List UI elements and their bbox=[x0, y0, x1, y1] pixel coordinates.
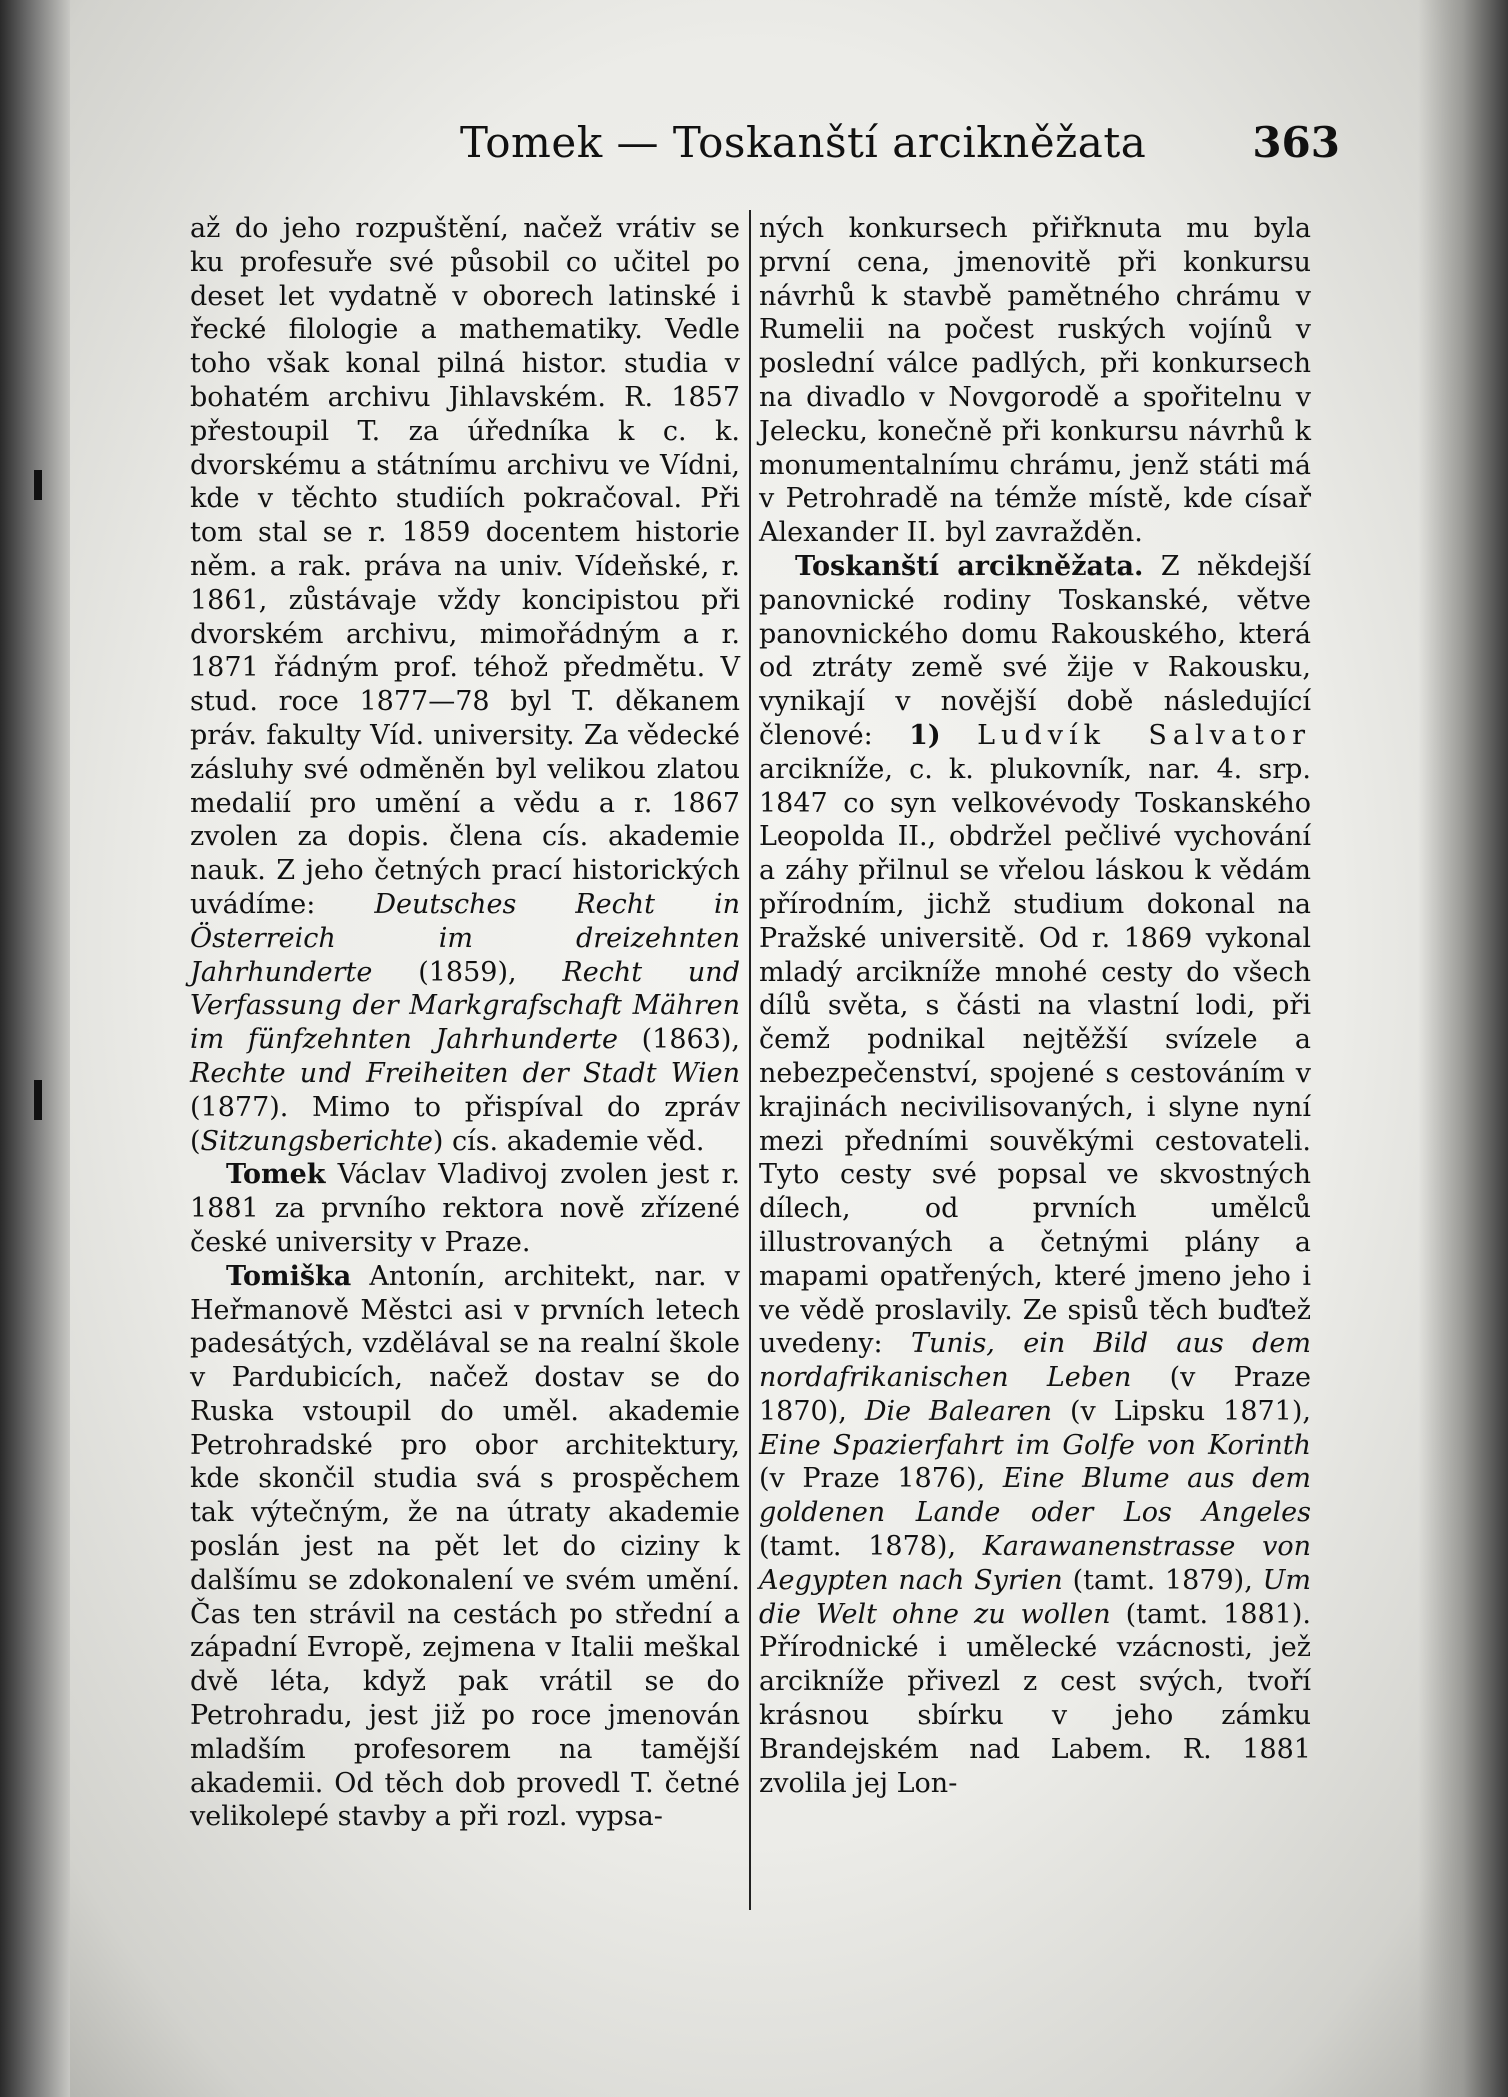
text-run: (tamt. 1878), bbox=[759, 1531, 957, 1563]
text-run: ) cís. akademie věd. bbox=[432, 1125, 705, 1157]
work-title: Tunis, ein Bild aus dem nordafrikanischen Leben bbox=[759, 1328, 1311, 1394]
person-name: Ludvík Salvator bbox=[977, 719, 1311, 751]
margin-mark bbox=[34, 470, 42, 500]
text-run: (tamt. 1881). Přírodnické i umělecké vzácnosti, jež arcikníže přivezl z cest svých, tvoří krásnou sbírku v jeho zámku Brandejském nad Labem. R. 1881 zvolila jej Lon- bbox=[759, 1598, 1311, 1799]
page-edge-shadow-right bbox=[1418, 0, 1508, 2097]
text-run: Antonín, architekt, nar. v Heřmanově Městci asi v prvních letech padesátých, vzdělával se na realní škole v Pardubicích, načež dostav se do Ruska vstoupil do uměl. akademie Petrohradské pro obor architektury, kde skončil studia svá s prospěchem tak výtečným, že na útraty akademie poslán jest na pět let do ciziny k dalšímu se zdokonalení ve svém umění. Čas ten strávil na cestách po střední a západní Evropě, zejmena v Italii meškal dvě léta, když pak vrátil se do Petrohradu, jest již po roce jmenován mladším profesorem na tamější akademii. Od těch dob provedl T. četné velikolepé stavby a při rozl. vypsa- bbox=[190, 1260, 740, 1833]
running-title: Tomek — Toskanští arcikněžata bbox=[460, 118, 1147, 167]
column-divider bbox=[749, 210, 751, 1910]
text-run: (1863), bbox=[641, 1024, 740, 1056]
work-title: Rechte und Freiheiten der Stadt Wien bbox=[190, 1057, 740, 1089]
work-title: Die Balearen bbox=[864, 1395, 1052, 1427]
work-title: Um die Welt ohne zu wollen bbox=[759, 1564, 1311, 1630]
text-run: (v Praze 1870), bbox=[759, 1362, 1311, 1427]
text-run: Z někdejší panovnické rodiny Toskanské, větve panovnického domu Rakouského, která od ztráty země své žije v Rakousku, vynikají v novější době následující členové: bbox=[759, 550, 1311, 751]
margin-mark bbox=[34, 1080, 42, 1120]
entry-tomiska bbox=[190, 1260, 740, 1835]
text-run: ných konkursech přiřknuta mu byla první cena, jmenovitě při konkursu návrhů k stavbě pamětného chrámu v Rumelii na počest ruských vojínů v poslední válce padlých, při konkursech na divadlo v Novgorodě a spořitelnu v Jelecku, konečně při konkursu návrhů k monumentalnímu chrámu, jenž státi má v Petrohradě na témže místě, kde císař Alexander II. byl zavražděn. bbox=[759, 213, 1311, 549]
work-title: Eine Blume aus dem goldenen Lande oder Los Angeles bbox=[759, 1463, 1311, 1529]
headword: Tomek bbox=[226, 1159, 326, 1191]
work-title: Karawanenstrasse von Aegypten nach Syrien bbox=[759, 1531, 1311, 1596]
text-run: Václav Vladivoj zvolen jest r. 1881 za prvního rektora nově zřízené české university v Praze. bbox=[190, 1159, 740, 1258]
page-edge-shadow-left bbox=[0, 0, 70, 2097]
work-title: Recht und Verfassung der Markgrafschaft Mähren im fünfzehnten Jahrhunderte bbox=[190, 956, 740, 1056]
list-number: 1) bbox=[909, 719, 941, 751]
work-title: Eine Spazierfahrt im Golfe von Korinth bbox=[759, 1429, 1311, 1461]
text-run: (v Praze 1876), bbox=[759, 1463, 986, 1495]
text-run: (1859), bbox=[418, 956, 517, 988]
page-number: 363 bbox=[1252, 118, 1340, 167]
entry-toskansti-arcineznata bbox=[759, 550, 1311, 1800]
headword: Toskanští arcikněžata. bbox=[795, 550, 1144, 582]
work-title: Deutsches Recht in Österreich im dreizehnten Jahrhunderte bbox=[190, 888, 740, 988]
work-title: Sitzungsberichte bbox=[200, 1125, 433, 1157]
text-run: až do jeho rozpuštění, načež vrátiv se ku profesuře své působil co učitel po deset let vydatně v oborech latinské i řecké filologie a mathematiky. Vedle toho však konal pilná histor. studia v bohatém archivu Jihlavském. R. 1857 přestoupil T. za úředníka k c. k. dvorskému a státnímu archivu ve Vídni, kde v těchto studiích pokračoval. Při tom stal se r. 1859 docentem historie něm. a rak. práva na univ. Vídeňské, r. 1861, zůstávaje vždy koncipistou při dvorském archivu, mimořádným a r. 1871 řádným prof. téhož předmětu. V stud. roce 1877—78 byl T. děkanem práv. fakulty Víd. university. Za vědecké zásluhy své odměněn byl velikou zlatou medalií pro umění a vědu a r. 1867 zvolen za dopis. člena cís. akademie nauk. Z jeho četných prací historických uvádíme: bbox=[190, 213, 740, 920]
headword: Tomiška bbox=[226, 1260, 352, 1292]
right-column bbox=[759, 212, 1311, 1800]
entry-tomek bbox=[190, 1158, 740, 1259]
paragraph-tomiska-continued bbox=[759, 212, 1311, 550]
text-run: (v Lipsku 1871), bbox=[1069, 1395, 1311, 1427]
paragraph-tomek-continued bbox=[190, 212, 740, 1158]
text-run: (tamt. 1879), bbox=[1072, 1564, 1253, 1596]
text-run: arcikníže, c. k. plukovník, nar. 4. srp. 1847 co syn velkovévody Toskanského Leopolda II., obdržel pečlivé vychování a záhy přilnul se vřelou láskou k vědám přírodním, jichž studium dokonal na Pražské universitě. Od r. 1869 vykonal mladý arcikníže mnohé cesty do všech dílů světa, s části na vlastní lodi, při čemž podnikal nejtěžší svízele a nebezpečenství, spojené s cestováním v krajinách necivilisovaných, i slyne nyní mezi předními souvěkými cestovateli. Tyto cesty své popsal ve skvostných dílech, od prvních umělců illustrovaných a četnými plány a mapami opatřených, které jmeno jeho i ve vědě proslavily. Ze spisů těch buďtež uvedeny: bbox=[759, 753, 1311, 1360]
text-run: (1877). Mimo to přispíval do zpráv ( bbox=[190, 1091, 740, 1157]
left-column bbox=[190, 212, 740, 1834]
page-header bbox=[190, 118, 1340, 168]
